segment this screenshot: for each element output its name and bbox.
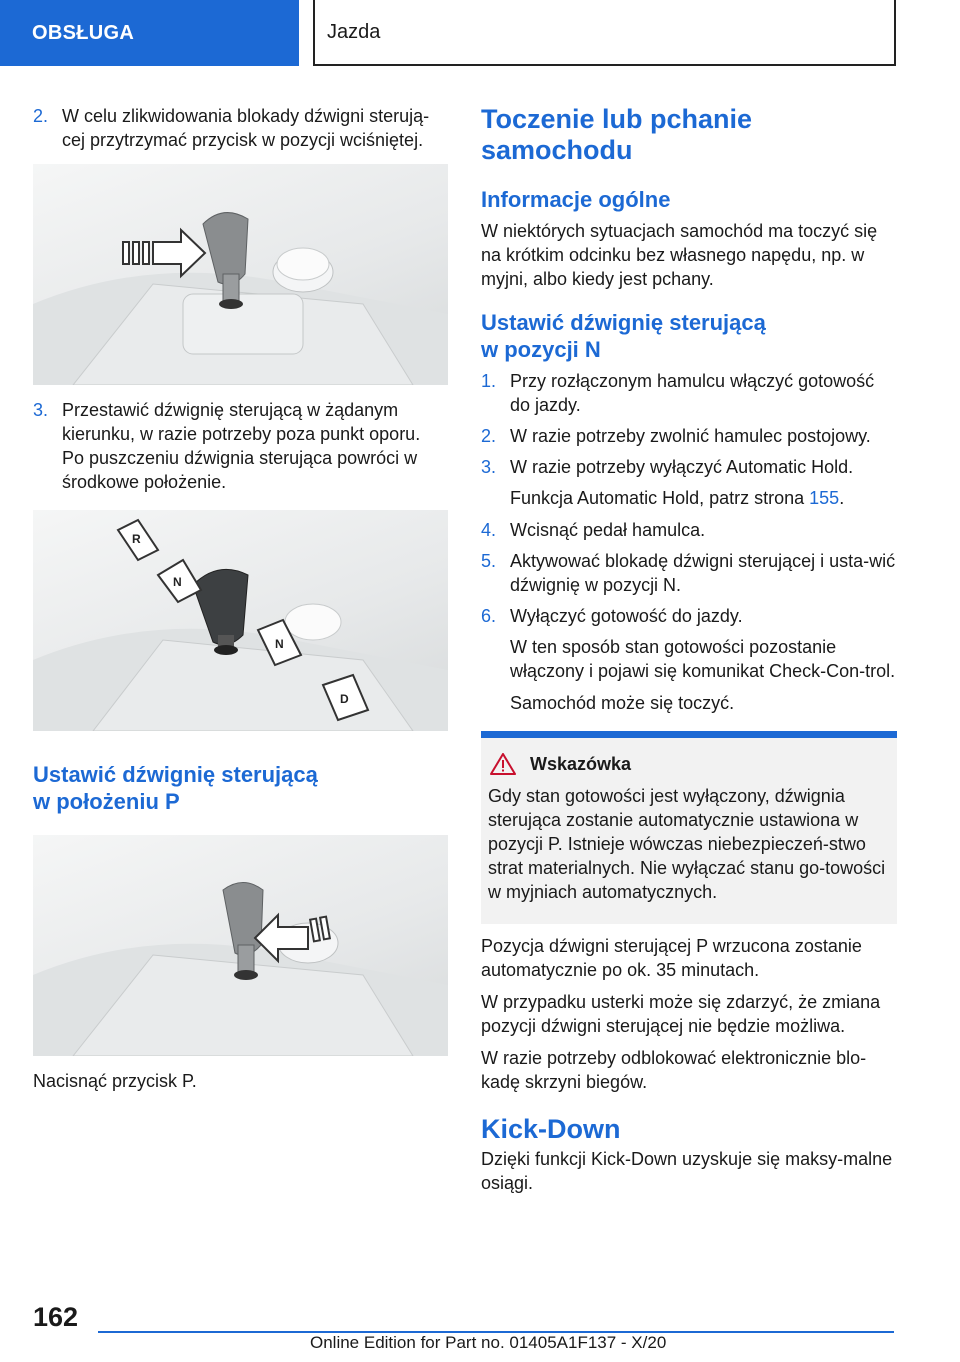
heading-set-n: Ustawić dźwignię sterującą w pozycji N bbox=[481, 310, 766, 362]
step-text: W razie potrzeby wyłączyć Automatic Hold. bbox=[510, 457, 854, 477]
step-number: 3. bbox=[481, 457, 497, 477]
chapter-label: Jazda bbox=[327, 20, 381, 43]
warning-text: Gdy stan gotowości jest wyłączony, dźwignia sterująca zostanie automatycznie ustawiona w pozycji P. Istnieje wówczas niebezpieczeń-stwo strat materialnych. Nie wyłączać stanu go-towości w myjniach automatycznych. bbox=[488, 786, 886, 902]
figure-unlock-button bbox=[33, 164, 448, 385]
step-text: Wyłączyć gotowość do jazdy. bbox=[510, 606, 743, 626]
info-text: W niektórych sytuacjach samochód ma toczyć się na krótkim odcinku bez własnego napędu, np. w myjni, albo kiedy jest pchany. bbox=[481, 221, 878, 289]
step-text: Aktywować blokadę dźwigni sterującej i usta-wić dźwignię w pozycji N. bbox=[510, 551, 896, 595]
footer-edition: Online Edition for Part no. 01405A1F137 - X/20 bbox=[310, 1333, 667, 1352]
heading-rolling: Toczenie lub pchanie samochodu bbox=[481, 104, 753, 165]
warning-title: Wskazówka bbox=[530, 754, 632, 774]
para-malfunction: W przypadku usterki może się zdarzyć, że zmiana pozycji dźwigni sterującej nie będzie możliwa. bbox=[481, 992, 881, 1036]
step-text: Wcisnąć pedał hamulca. bbox=[510, 520, 706, 540]
gear-directions-illustration bbox=[33, 510, 448, 731]
heading-info: Informacje ogólne bbox=[481, 187, 671, 212]
chapter-header bbox=[313, 0, 896, 66]
figure-gear-directions bbox=[33, 510, 448, 731]
push-arrow bbox=[123, 230, 205, 276]
label-n-down: N bbox=[275, 637, 284, 651]
para-unlock: W razie potrzeby odblokować elektronicznie blo-kadę skrzyni biegów. bbox=[481, 1048, 867, 1092]
step-3-note: Funkcja Automatic Hold, patrz strona 155. bbox=[510, 488, 845, 508]
heading-kick-down: Kick-Down bbox=[481, 1114, 621, 1144]
step-3 bbox=[481, 455, 897, 479]
page-number: 162 bbox=[33, 1302, 79, 1332]
step-text: Przestawić dźwignię sterującą w żądanym kierunku, w razie potrzeby poza punkt oporu. Po puszczeniu dźwignia sterująca powróci w środkowe położenie. bbox=[62, 400, 421, 492]
step-1 bbox=[481, 369, 897, 417]
heading-set-p: Ustawić dźwignię sterującą w położeniu P bbox=[33, 762, 318, 814]
step-5 bbox=[481, 549, 897, 597]
step-number: 2. bbox=[481, 426, 497, 446]
warning-head bbox=[488, 752, 889, 776]
step-6 bbox=[481, 604, 897, 628]
warning-triangle-icon bbox=[490, 753, 516, 775]
label-d: D bbox=[340, 692, 349, 706]
step-6-note-1: W ten sposób stan gotowości pozostanie włączony i pojawi się komunikat Check-Con-trol. bbox=[510, 637, 896, 681]
warning-box bbox=[481, 738, 897, 924]
step-number: 6. bbox=[481, 606, 497, 626]
page-link-155[interactable]: 155 bbox=[809, 488, 840, 508]
right-column bbox=[481, 104, 897, 1203]
figure-press-p bbox=[33, 835, 448, 1056]
para-auto-p: Pozycja dźwigni sterującej P wrzucona zostanie automatycznie po ok. 35 minutach. bbox=[481, 936, 862, 980]
left-column bbox=[33, 104, 445, 1101]
section-tab bbox=[0, 0, 299, 66]
step-text: W celu zlikwidowania blokady dźwigni sterują-cej przytrzymać przycisk w pozycji wciśniętej. bbox=[62, 106, 430, 150]
press-p-illustration bbox=[33, 835, 448, 1056]
gear-selector-illustration bbox=[33, 164, 448, 385]
step-text: Przy rozłączonym hamulcu włączyć gotowość do jazdy. bbox=[510, 371, 875, 415]
step-number: 3. bbox=[33, 400, 49, 420]
step-number: 2. bbox=[33, 106, 49, 126]
label-r: R bbox=[132, 532, 141, 546]
label-n-up: N bbox=[173, 575, 182, 589]
press-p-text: Nacisnąć przycisk P. bbox=[33, 1071, 197, 1091]
warning-bar bbox=[481, 731, 897, 738]
step-number: 4. bbox=[481, 520, 497, 540]
step-3 bbox=[33, 398, 445, 494]
step-2 bbox=[481, 424, 897, 448]
step-number: 1. bbox=[481, 371, 497, 391]
step-4 bbox=[481, 518, 897, 542]
step-2 bbox=[33, 104, 445, 152]
step-text: W razie potrzeby zwolnić hamulec postojowy. bbox=[510, 426, 871, 446]
section-label: OBSŁUGA bbox=[32, 21, 135, 44]
step-6-note-2: Samochód może się toczyć. bbox=[510, 693, 735, 713]
step-number: 5. bbox=[481, 551, 497, 571]
kick-down-text: Dzięki funkcji Kick-Down uzyskuje się maksy-malne osiągi. bbox=[481, 1149, 893, 1193]
